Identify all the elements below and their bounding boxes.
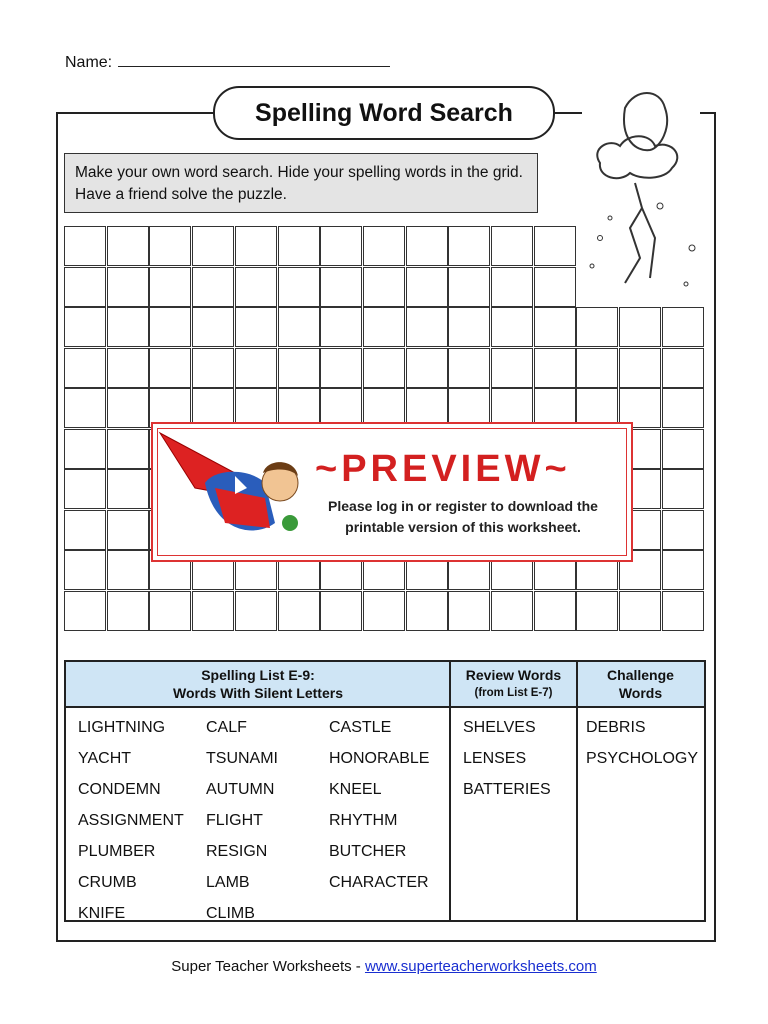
grid-cell[interactable] [107,591,149,631]
grid-cell[interactable] [491,307,533,347]
grid-cell[interactable] [278,267,320,307]
instructions-box: Make your own word search. Hide your spelling words in the grid. Have a friend solve the puzzle. [64,153,538,213]
grid-cell[interactable] [491,267,533,307]
grid-cell[interactable] [619,307,661,347]
grid-cell[interactable] [491,348,533,388]
grid-cell[interactable] [448,348,490,388]
grid-cell[interactable] [149,226,191,266]
grid-cell[interactable] [662,429,704,469]
grid-cell[interactable] [491,226,533,266]
grid-cell[interactable] [235,226,277,266]
spelling-word: RESIGN [206,843,268,860]
review-words-header: Review Words (from List E-7) [450,662,577,708]
footer: Super Teacher Worksheets - www.superteacherworksheets.com [171,958,597,975]
grid-cell[interactable] [662,591,704,631]
grid-cell[interactable] [149,307,191,347]
grid-cell[interactable] [107,388,149,428]
grid-cell[interactable] [235,307,277,347]
grid-cell[interactable] [235,348,277,388]
grid-cell[interactable] [406,226,448,266]
grid-cell[interactable] [662,550,704,590]
word-column-1 [78,712,184,929]
spelling-word: AUTUMN [206,781,275,798]
grid-cell[interactable] [64,429,106,469]
grid-cell[interactable] [149,348,191,388]
grid-cell[interactable] [448,307,490,347]
grid-cell[interactable] [278,348,320,388]
word-list-table [64,660,706,922]
spelling-word: BATTERIES [463,781,551,798]
grid-cell[interactable] [278,307,320,347]
grid-cell[interactable] [448,267,490,307]
grid-cell[interactable] [192,226,234,266]
grid-cell[interactable] [107,307,149,347]
grid-cell[interactable] [64,307,106,347]
name-field [65,52,390,72]
grid-cell[interactable] [576,591,618,631]
grid-cell[interactable] [363,267,405,307]
spelling-word: PSYCHOLOGY [586,750,699,767]
spelling-word: LENSES [463,750,527,767]
spelling-word: YACHT [78,750,132,767]
grid-cell[interactable] [534,591,576,631]
preview-title: ~PREVIEW~ [315,448,571,490]
grid-cell[interactable] [235,267,277,307]
spelling-word: CASTLE [329,719,392,736]
grid-cell[interactable] [320,267,362,307]
grid-cell[interactable] [363,591,405,631]
grid-cell[interactable] [534,267,576,307]
grid-cell[interactable] [662,469,704,509]
grid-cell[interactable] [64,510,106,550]
grid-cell[interactable] [406,267,448,307]
spelling-word: CRUMB [78,874,137,891]
spelling-word: CHARACTER [329,874,429,891]
spelling-word: KNEEL [329,781,382,798]
grid-cell[interactable] [576,348,618,388]
spelling-word: TSUNAMI [206,750,278,767]
grid-cell[interactable] [64,469,106,509]
challenge-words-header: Challenge Words [577,662,704,708]
grid-cell[interactable] [363,307,405,347]
challenge-words-column [586,712,698,774]
grid-cell[interactable] [64,550,106,590]
grid-cell[interactable] [64,348,106,388]
grid-cell[interactable] [64,591,106,631]
grid-cell[interactable] [107,226,149,266]
spelling-word: CLIMB [206,905,255,922]
grid-cell[interactable] [235,591,277,631]
grid-cell[interactable] [534,348,576,388]
word-column-2 [206,712,278,929]
spelling-word: KNIFE [78,905,126,922]
grid-cell[interactable] [149,267,191,307]
footer-link[interactable]: www.superteacherworksheets.com [364,958,597,975]
spelling-word: SHELVES [463,719,536,736]
spelling-word: PLUMBER [78,843,156,860]
grid-cell[interactable] [534,226,576,266]
grid-cell[interactable] [278,226,320,266]
grid-cell[interactable] [192,307,234,347]
grid-cell[interactable] [107,267,149,307]
grid-cell[interactable] [619,591,661,631]
review-words-column [463,712,551,805]
grid-cell[interactable] [491,591,533,631]
name-label: Name: [65,54,113,71]
superhero-icon [155,428,305,558]
grid-cell[interactable] [662,388,704,428]
grid-cell[interactable] [448,226,490,266]
spelling-word: CONDEMN [78,781,161,798]
spelling-word: LIGHTNING [78,719,166,736]
grid-cell[interactable] [107,469,149,509]
grid-cell[interactable] [406,591,448,631]
grid-cell[interactable] [278,591,320,631]
grid-cell[interactable] [192,348,234,388]
grid-cell[interactable] [363,226,405,266]
spelling-word: CALF [206,719,247,736]
hero-mascot-icon [580,88,700,298]
preview-message: Please log in or register to download the printable version of this worksheet. [328,498,598,535]
word-column-3 [329,712,429,898]
page-title: Spelling Word Search [213,86,555,140]
grid-cell[interactable] [107,510,149,550]
grid-cell[interactable] [576,307,618,347]
grid-cell[interactable] [662,307,704,347]
grid-cell[interactable] [406,348,448,388]
grid-cell[interactable] [320,591,362,631]
grid-cell[interactable] [192,267,234,307]
grid-cell[interactable] [107,348,149,388]
grid-cell[interactable] [320,226,362,266]
grid-cell[interactable] [363,348,405,388]
spelling-word: RHYTHM [329,812,398,829]
spelling-word: BUTCHER [329,843,407,860]
spelling-word: LAMB [206,874,250,891]
grid-cell[interactable] [406,307,448,347]
spelling-list-header: Spelling List E-9: Words With Silent Letters [66,662,450,708]
grid-cell[interactable] [64,267,106,307]
grid-cell[interactable] [662,510,704,550]
grid-cell[interactable] [192,591,234,631]
grid-cell[interactable] [64,226,106,266]
grid-cell[interactable] [619,348,661,388]
spelling-word: ASSIGNMENT [78,812,184,829]
grid-cell[interactable] [662,348,704,388]
grid-cell[interactable] [534,307,576,347]
preview-banner [151,422,633,562]
spelling-word: DEBRIS [586,719,646,736]
grid-cell[interactable] [107,429,149,469]
grid-cell[interactable] [448,591,490,631]
grid-cell[interactable] [149,591,191,631]
spelling-word: HONORABLE [329,750,430,767]
spelling-word: FLIGHT [206,812,263,829]
grid-cell[interactable] [107,550,149,590]
grid-cell[interactable] [320,348,362,388]
grid-cell[interactable] [320,307,362,347]
name-blank[interactable] [118,52,390,67]
grid-cell[interactable] [64,388,106,428]
